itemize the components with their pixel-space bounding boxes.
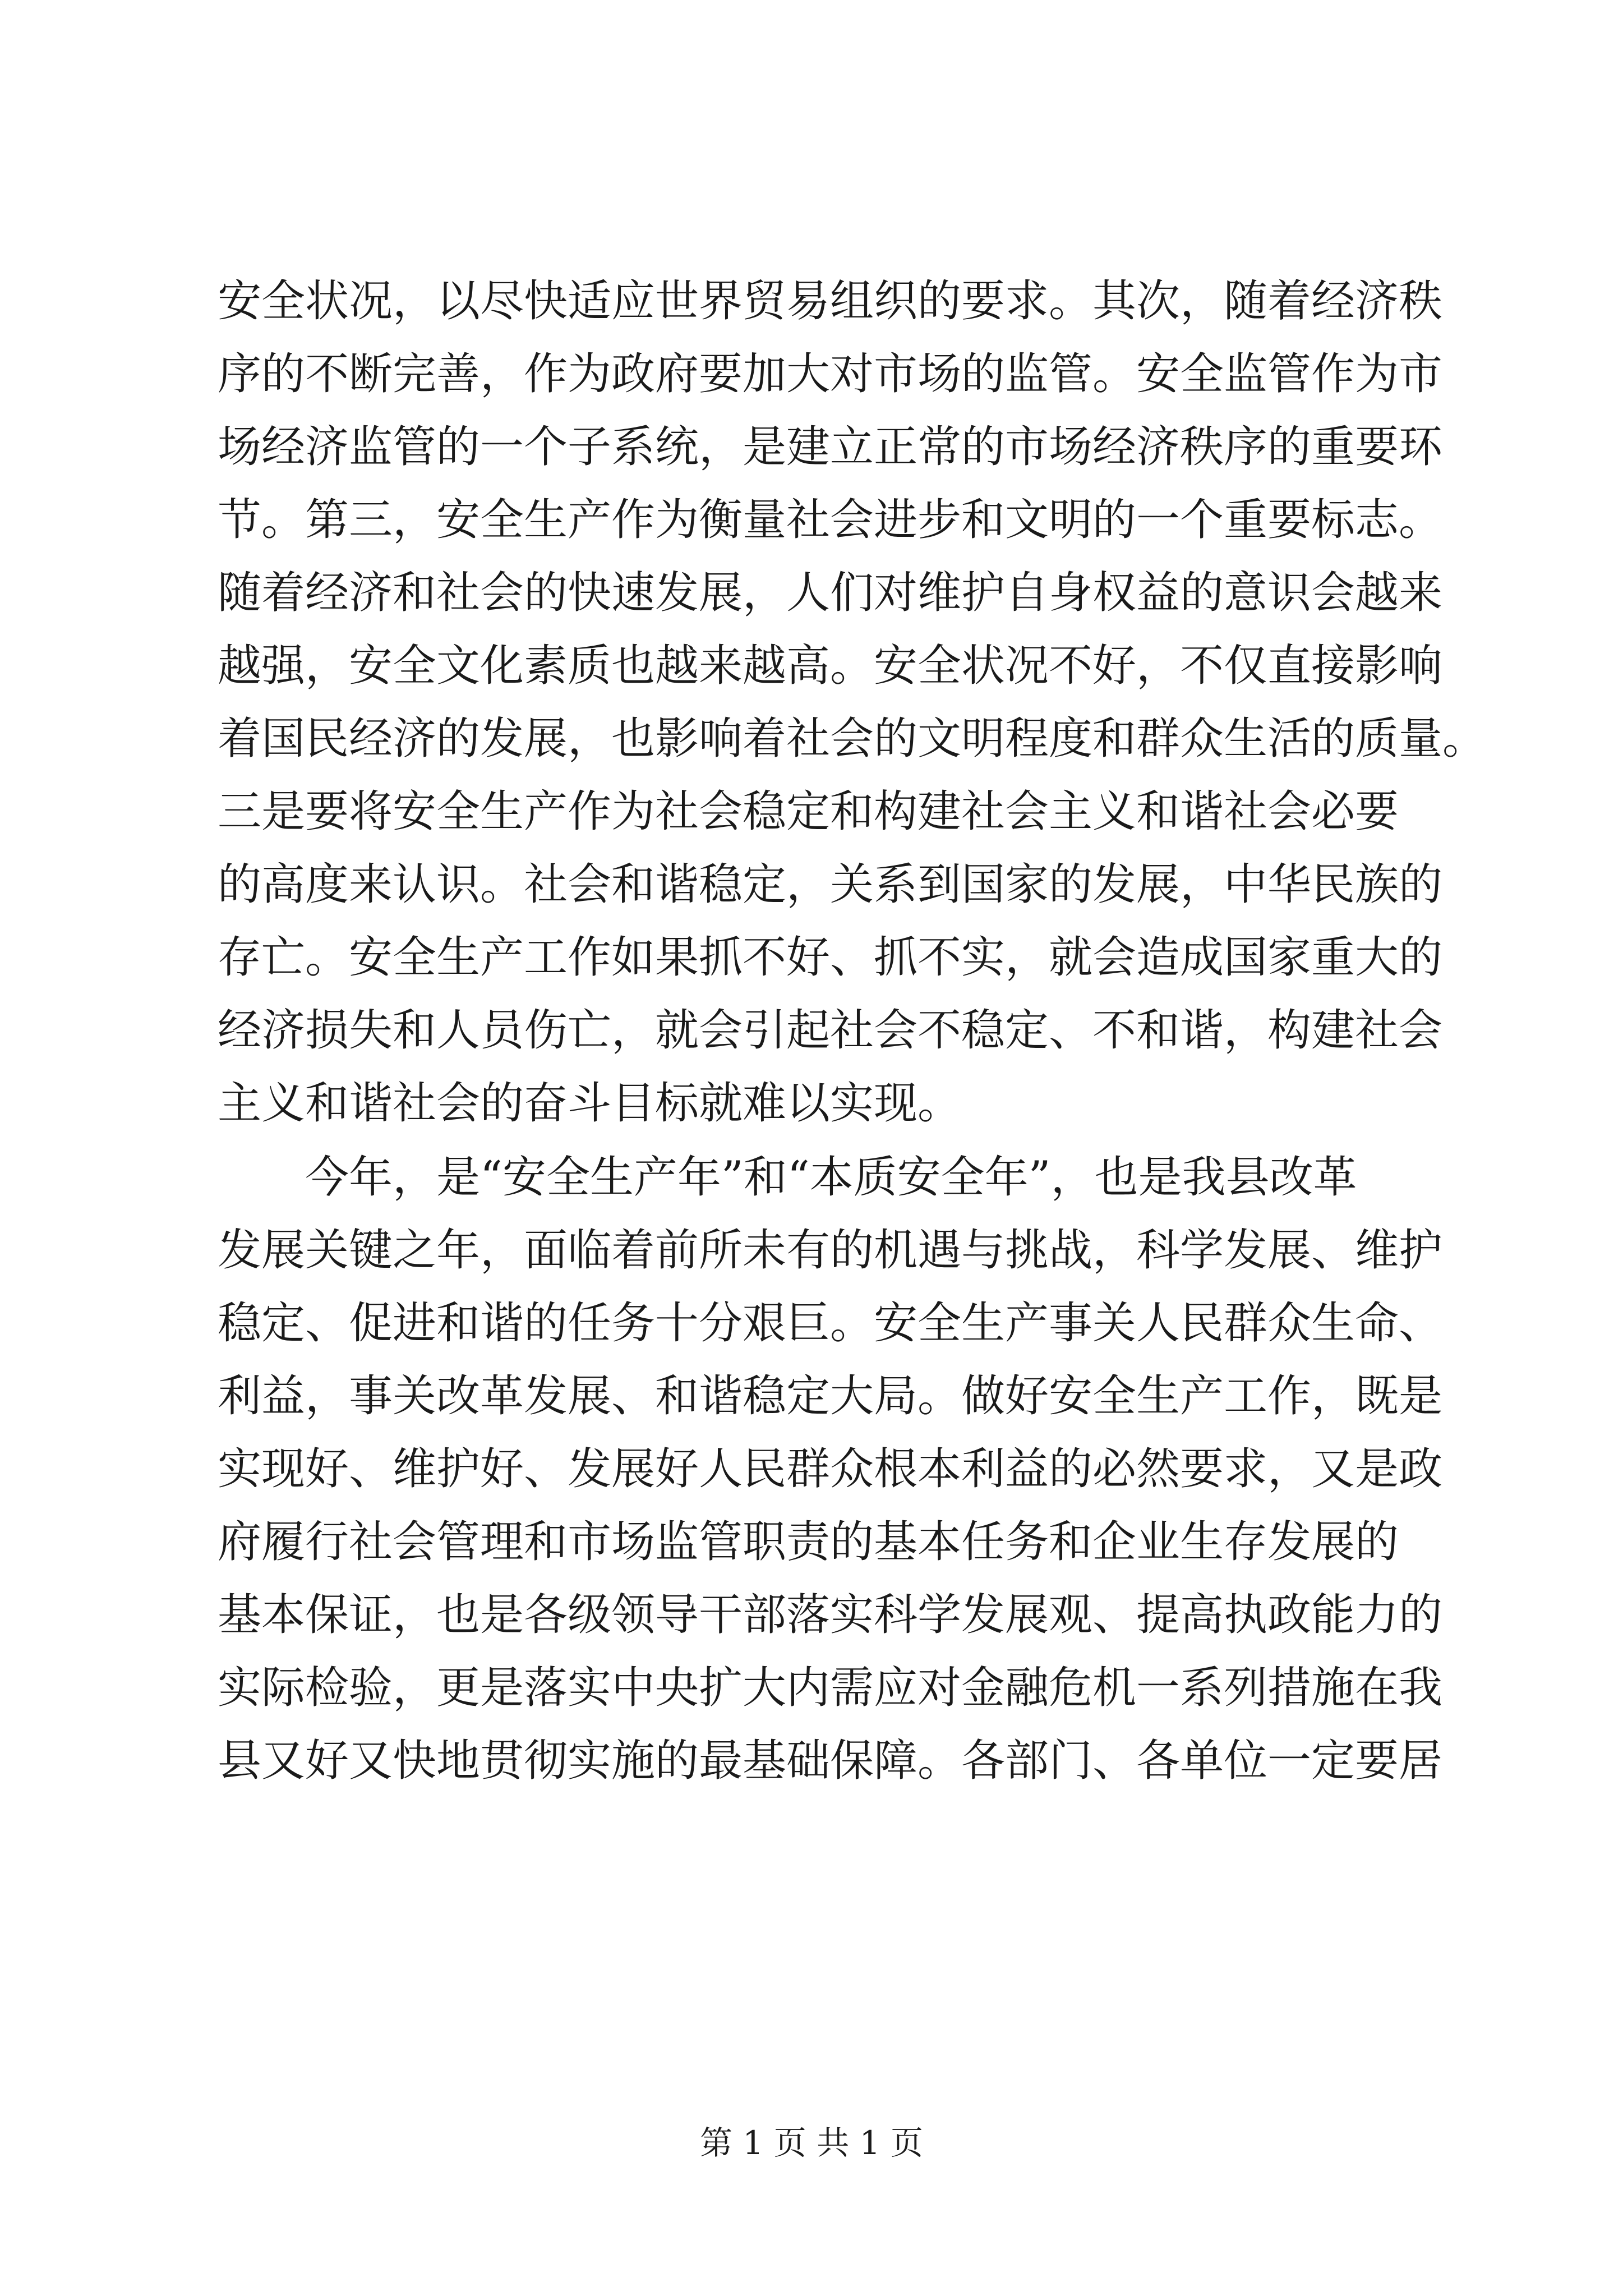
- text-line: 基本保证，也是各级领导干部落实科学发展观、提高执政能力的: [218, 1590, 1443, 1640]
- text-line: 三是要将安全生产作为社会稳定和构建社会主义和谐社会必要: [218, 786, 1399, 837]
- page-number-footer: 第 1 页 共 1 页: [700, 2124, 923, 2162]
- text-line: 实际检验，更是落实中央扩大内需应对金融危机一系列措施在我: [218, 1663, 1443, 1713]
- text-line: 节。第三，安全生产作为衡量社会进步和文明的一个重要标志。: [218, 495, 1443, 545]
- text-line: 越强，安全文化素质也越来越高。安全状况不好，不仅直接影响: [218, 641, 1443, 691]
- text-line: 存亡。安全生产工作如果抓不好、抓不实，就会造成国家重大的: [218, 932, 1443, 983]
- text-line: 实现好、维护好、发展好人民群众根本利益的必然要求，又是政: [218, 1444, 1443, 1494]
- text-line: 稳定、促进和谐的任务十分艰巨。安全生产事关人民群众生命、: [218, 1298, 1443, 1349]
- text-line: 着国民经济的发展，也影响着社会的文明程度和群众生活的质量。: [218, 714, 1487, 764]
- text-line: 安全状况，以尽快适应世界贸易组织的要求。其次，随着经济秩: [218, 276, 1443, 326]
- text-line: 序的不断完善，作为政府要加大对市场的监管。安全监管作为市: [218, 349, 1443, 399]
- text-line: 经济损失和人员伤亡，就会引起社会不稳定、不和谐，构建社会: [218, 1005, 1443, 1056]
- text-line: 的高度来认识。社会和谐稳定，关系到国家的发展，中华民族的: [218, 859, 1443, 910]
- text-line: 随着经济和社会的快速发展，人们对维护自身权益的意识会越来: [218, 568, 1443, 618]
- text-line: 府履行社会管理和市场监管职责的基本任务和企业生存发展的: [218, 1517, 1399, 1567]
- text-line: 县又好又快地贯彻实施的最基础保障。各部门、各单位一定要居: [218, 1736, 1443, 1786]
- text-line: 发展关键之年，面临着前所未有的机遇与挑战，科学发展、维护: [218, 1225, 1443, 1276]
- paragraph-first-line: 今年，是“安全生产年”和“本质安全年”，也是我县改革: [305, 1152, 1357, 1203]
- text-line: 主义和谐社会的奋斗目标就难以实现。: [218, 1078, 962, 1129]
- text-line: 利益，事关改革发展、和谐稳定大局。做好安全生产工作，既是: [218, 1371, 1443, 1421]
- text-line: 场经济监管的一个子系统，是建立正常的市场经济秩序的重要环: [218, 422, 1443, 472]
